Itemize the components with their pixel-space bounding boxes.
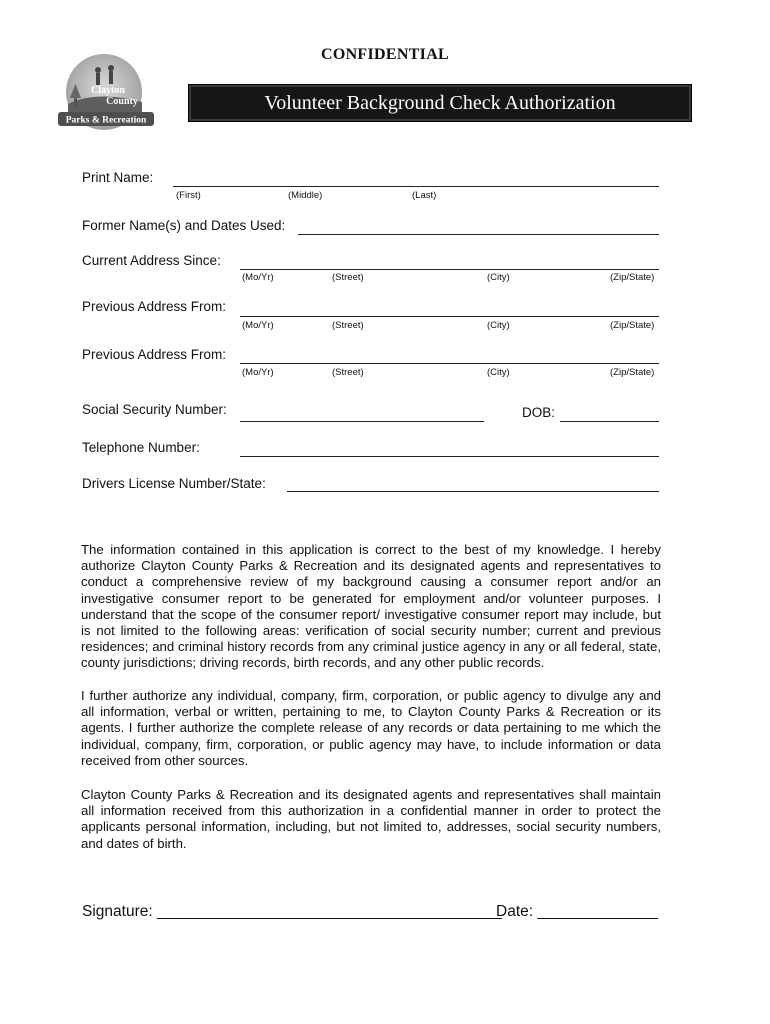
current-address-label: Current Address Since:: [82, 253, 221, 268]
authorization-paragraph-3: Clayton County Parks & Recreation and its designated agents and representatives shall maintain all information received from this authorization in a confidential manner in order to protect the applicants personal information, including, but not limited to, addresses, social security numbers, and dates of birth.: [81, 787, 661, 851]
ssn-label: Social Security Number:: [82, 402, 227, 417]
former-names-field[interactable]: [298, 234, 659, 235]
middle-sublabel: (Middle): [288, 190, 323, 201]
prev1-zip-sublabel: (Zip/State): [610, 320, 655, 331]
prev1-city-sublabel: (City): [487, 320, 510, 331]
prev1-street-sublabel: (Street): [332, 320, 364, 331]
authorization-paragraph-2: I further authorize any individual, company, firm, corporation, or public agency to divulge any and all information, verbal or written, pertaining to me, to Clayton County Parks & Recreation or its agents. I further authorize the complete release of any records or data pertaining to me which the individual, company, firm, corporation, or public agency may have, to include information or data received from other sources.: [81, 688, 661, 768]
dob-field[interactable]: [560, 421, 659, 422]
prev2-moyr-sublabel: (Mo/Yr): [242, 367, 274, 378]
signature-field[interactable]: Signature: ________________________________________: [82, 903, 502, 920]
print-name-field[interactable]: [173, 186, 659, 187]
ssn-field[interactable]: [240, 421, 484, 422]
telephone-label: Telephone Number:: [82, 440, 200, 455]
drivers-license-field[interactable]: [287, 491, 659, 492]
clayton-county-logo: [56, 52, 158, 132]
logo-text-clayton: Clayton: [91, 85, 125, 96]
form-title: Volunteer Background Check Authorization: [264, 91, 616, 114]
prev1-moyr-sublabel: (Mo/Yr): [242, 320, 274, 331]
drivers-license-label: Drivers License Number/State:: [82, 476, 266, 491]
confidential-heading: CONFIDENTIAL: [320, 46, 450, 63]
last-sublabel: (Last): [412, 190, 437, 201]
current-city-sublabel: (City): [487, 272, 510, 283]
dob-label: DOB:: [522, 405, 556, 420]
logo-text-county: County: [106, 96, 138, 107]
prev2-city-sublabel: (City): [487, 367, 510, 378]
telephone-field[interactable]: [240, 456, 659, 457]
date-field[interactable]: Date: ______________: [496, 903, 659, 920]
previous-address-1-field[interactable]: [240, 316, 659, 317]
previous-address-2-label: Previous Address From:: [82, 347, 227, 362]
current-address-field[interactable]: [240, 269, 659, 270]
current-moyr-sublabel: (Mo/Yr): [242, 272, 274, 283]
form-title-banner: [188, 84, 692, 122]
former-names-label: Former Name(s) and Dates Used:: [82, 218, 286, 233]
authorization-paragraph-1: The information contained in this application is correct to the best of my knowledge. I hereby authorize Clayton County Parks & Recreation and its designated agents and representatives to conduct a comprehensive review of my background causing a consumer report and/or an investigative consumer report to be generated for employment and/or volunteer purposes. I understand that the scope of the consumer report/ investigative consumer report may include, but is not limited to the following areas: verification of social security number; current and previous residences; and criminal history records from any criminal justice agency in any or all federal, state, county jurisdictions; driving records, birth records, and any other public records.: [81, 542, 661, 671]
current-zip-sublabel: (Zip/State): [610, 272, 655, 283]
current-street-sublabel: (Street): [332, 272, 364, 283]
print-name-label: Print Name:: [82, 170, 154, 185]
previous-address-2-field[interactable]: [240, 363, 659, 364]
prev2-street-sublabel: (Street): [332, 367, 364, 378]
first-sublabel: (First): [176, 190, 201, 201]
previous-address-1-label: Previous Address From:: [82, 299, 227, 314]
prev2-zip-sublabel: (Zip/State): [610, 367, 655, 378]
logo-text-parks: Parks & Recreation: [65, 115, 147, 126]
